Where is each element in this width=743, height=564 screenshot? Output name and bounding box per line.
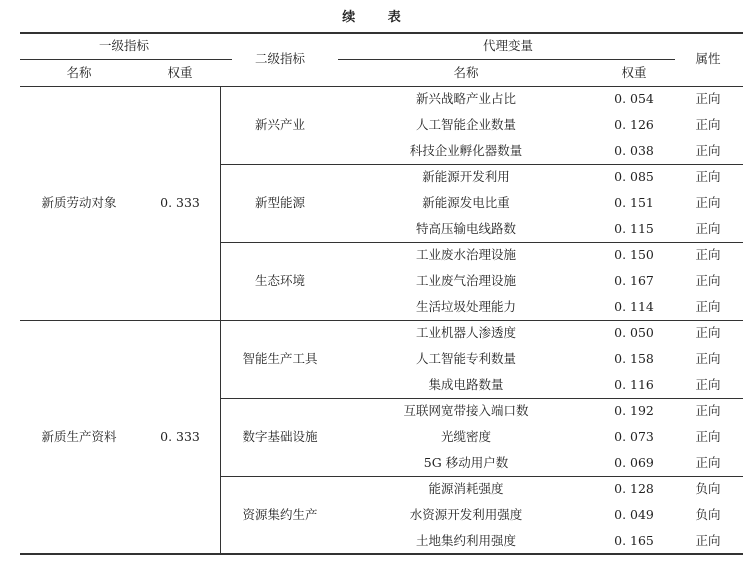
subgroup-name: 数字基础设施 [242,429,318,444]
header-weight: 权重 [167,65,193,80]
subgroup-rule [220,242,743,243]
proxy-variable-weight: 0. 128 [614,481,654,496]
subgroup-name: 智能生产工具 [242,351,318,366]
header-level2: 二级指标 [254,51,306,66]
proxy-variable-weight: 0. 038 [614,143,654,158]
group-name: 新质劳动对象 [41,195,117,210]
subgroup-name: 新型能源 [254,195,306,210]
proxy-variable-attribute: 正向 [695,195,721,210]
proxy-variable-attribute: 负向 [695,507,721,522]
proxy-variable-weight: 0. 116 [614,377,654,392]
proxy-underline [338,59,675,60]
proxy-variable-attribute: 正向 [695,247,721,262]
proxy-variable-name: 工业废气治理设施 [415,273,517,288]
proxy-variable-weight: 0. 158 [614,351,654,366]
proxy-variable-weight: 0. 049 [614,507,654,522]
proxy-variable-attribute: 正向 [695,169,721,184]
proxy-variable-weight: 0. 167 [614,273,654,288]
proxy-variable-name: 集成电路数量 [428,377,504,392]
header-proxy-weight: 权重 [621,65,647,80]
proxy-variable-attribute: 正向 [695,273,721,288]
proxy-variable-name: 特高压输电线路数 [415,221,517,236]
header-proxy-name: 名称 [453,65,479,80]
header-bottom-rule [20,86,743,87]
bottom-rule [20,553,743,555]
proxy-variable-weight: 0. 050 [614,325,654,340]
proxy-variable-attribute: 正向 [695,351,721,366]
proxy-variable-attribute: 正向 [695,403,721,418]
proxy-variable-attribute: 正向 [695,221,721,236]
proxy-variable-name: 新能源发电比重 [422,195,510,210]
proxy-variable-name: 水资源开发利用强度 [409,507,523,522]
proxy-variable-attribute: 正向 [695,429,721,444]
proxy-variable-weight: 0. 115 [614,221,654,236]
header-level1: 一级指标 [98,38,150,53]
proxy-variable-name: 工业机器人渗透度 [415,325,517,340]
proxy-variable-name: 互联网宽带接入端口数 [403,403,529,418]
subgroup-name: 资源集约生产 [242,507,318,522]
top-rule [20,32,743,34]
group-weight: 0. 333 [160,195,200,210]
proxy-variable-weight: 0. 114 [614,299,654,314]
proxy-variable-weight: 0. 165 [614,533,654,548]
proxy-variable-attribute: 正向 [695,299,721,314]
proxy-variable-attribute: 正向 [695,143,721,158]
proxy-variable-weight: 0. 069 [614,455,654,470]
subgroup-rule [220,476,743,477]
proxy-variable-weight: 0. 073 [614,429,654,444]
proxy-variable-attribute: 负向 [695,481,721,496]
group-rule [20,320,743,321]
proxy-variable-name: 5G 移动用户数 [423,455,509,470]
proxy-variable-weight: 0. 085 [614,169,654,184]
level1-underline [20,59,232,60]
proxy-variable-name: 人工智能专利数量 [415,351,517,366]
header-name: 名称 [66,65,92,80]
proxy-variable-name: 工业废水治理设施 [415,247,517,262]
proxy-variable-name: 生活垃圾处理能力 [415,299,517,314]
table-title: 续 表 [342,10,415,25]
proxy-variable-attribute: 正向 [695,377,721,392]
subgroup-rule [220,164,743,165]
proxy-variable-attribute: 正向 [695,117,721,132]
proxy-variable-attribute: 正向 [695,325,721,340]
proxy-variable-name: 新兴战略产业占比 [415,91,517,106]
proxy-variable-name: 人工智能企业数量 [415,117,517,132]
proxy-variable-weight: 0. 150 [614,247,654,262]
proxy-variable-name: 光缆密度 [440,429,492,444]
proxy-variable-name: 土地集约利用强度 [415,533,517,548]
proxy-variable-weight: 0. 054 [614,91,654,106]
group-weight: 0. 333 [160,429,200,444]
proxy-variable-weight: 0. 151 [614,195,654,210]
proxy-variable-name: 能源消耗强度 [428,481,504,496]
proxy-variable-attribute: 正向 [695,91,721,106]
group-name: 新质生产资料 [41,429,117,444]
proxy-variable-weight: 0. 126 [614,117,654,132]
proxy-variable-attribute: 正向 [695,455,721,470]
proxy-variable-attribute: 正向 [695,533,721,548]
subgroup-name: 新兴产业 [254,117,306,132]
subgroup-name: 生态环境 [254,273,306,288]
header-proxy: 代理变量 [482,38,534,53]
proxy-variable-name: 科技企业孵化器数量 [409,143,523,158]
column-divider [220,86,221,553]
proxy-variable-weight: 0. 192 [614,403,654,418]
proxy-variable-name: 新能源开发利用 [422,169,510,184]
header-attribute: 属性 [695,51,721,66]
subgroup-rule [220,398,743,399]
